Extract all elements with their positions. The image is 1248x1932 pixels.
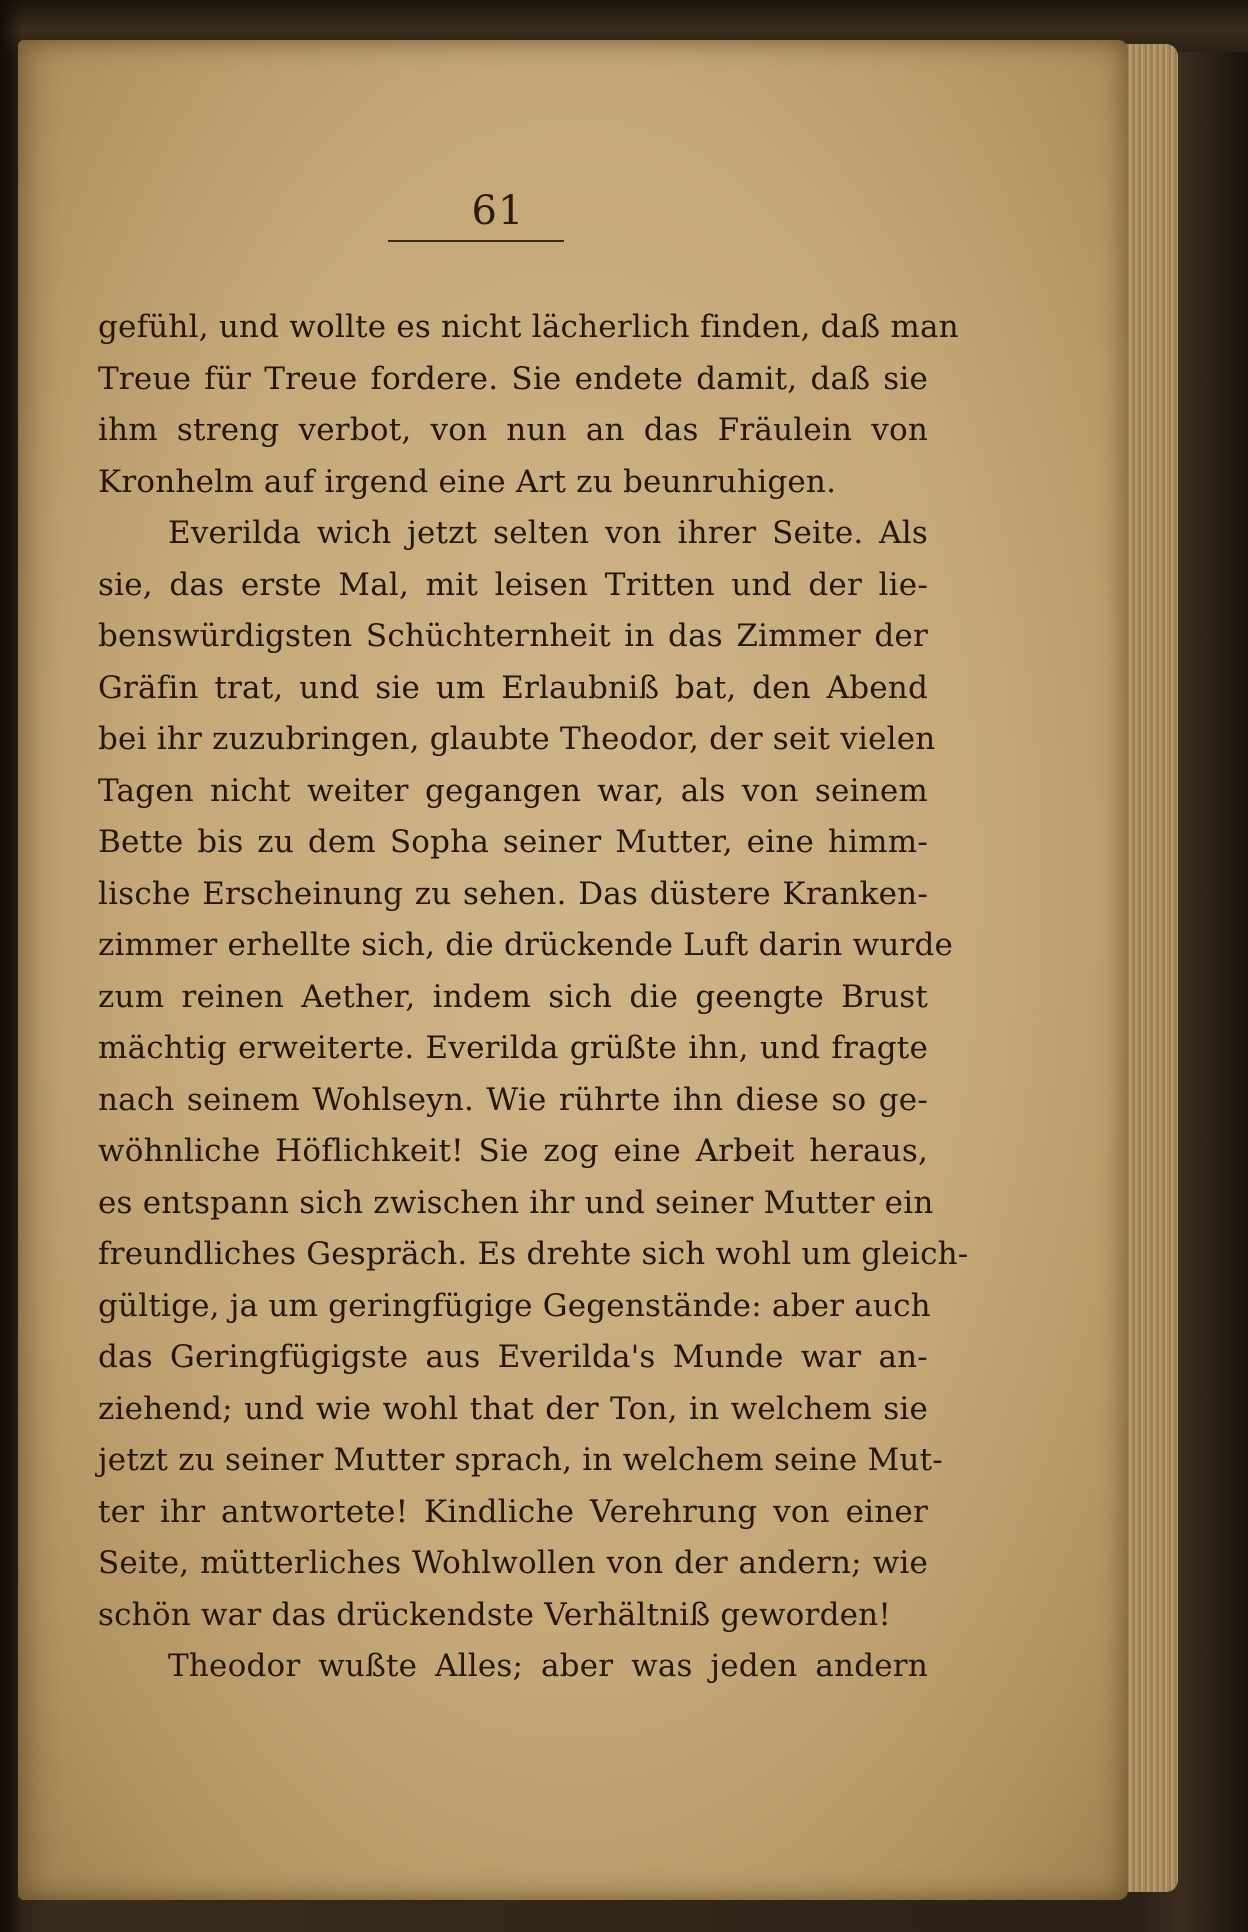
text-line: bei ihr zuzubringen, glaubte Theodor, der seit vielen [98,721,936,757]
text-line: gefühl, und wollte es nicht lächerlich finden, daß man [98,309,959,345]
text-line: Gräfin trat, und sie um Erlaubniß bat, den Abend [98,669,928,706]
text-line: freundliches Gespräch. Es drehte sich wohl um gleich- [98,1236,969,1272]
text-line: sie, das erste Mal, mit leisen Tritten und der lie- [98,566,928,603]
text-line: nach seinem Wohlseyn. Wie rührte ihn diese so ge- [98,1081,928,1118]
header-rule [388,240,564,242]
text-line: schön war das drückendste Verhältniß geworden! [98,1596,891,1633]
text-line: zum reinen Aether, indem sich die geengte Brust [98,978,928,1015]
text-line: lische Erscheinung zu sehen. Das düstere Kranken- [98,875,928,912]
text-line: es entspann sich zwischen ihr und seiner Mutter ein [98,1184,934,1221]
text-line: Tagen nicht weiter gegangen war, als von seinem [98,772,928,809]
text-line: Kronhelm auf irgend eine Art zu beunruhigen. [98,463,837,500]
text-line: zimmer erhellte sich, die drückende Luft darin wurde [98,927,954,963]
text-line: Treue für Treue fordere. Sie endete damit, daß sie [98,360,928,397]
text-line: mächtig erweiterte. Everilda grüßte ihn, und fragte [98,1030,928,1066]
text-line: jetzt zu seiner Mutter sprach, in welchem seine Mut- [98,1442,943,1478]
text-line: ter ihr antwortete! Kindliche Verehrung von einer [98,1493,928,1530]
text-line: Theodor wußte Alles; aber was jeden andern [168,1648,928,1684]
body-text [98,302,969,1693]
page-number: 61 [471,188,525,234]
text-line: ziehend; und wie wohl that der Ton, in welchem sie [98,1390,928,1427]
text-line: das Geringfügigste aus Everilda's Munde war an- [98,1339,928,1375]
text-line: ihm streng verbot, von nun an das Fräulein von [98,412,928,448]
text-line: Bette bis zu dem Sopha seiner Mutter, eine himm- [98,824,928,860]
text-line: benswürdigsten Schüchternheit in das Zimmer der [98,618,928,654]
book-page [18,40,1128,1900]
text-line: gültige, ja um geringfügige Gegenstände: aber auch [98,1287,931,1324]
text-line: Everilda wich jetzt selten von ihrer Seite. Als [168,515,928,551]
text-line: wöhnliche Höflichkeit! Sie zog eine Arbeit heraus, [98,1133,928,1169]
text-line: Seite, mütterliches Wohlwollen von der andern; wie [98,1545,928,1581]
